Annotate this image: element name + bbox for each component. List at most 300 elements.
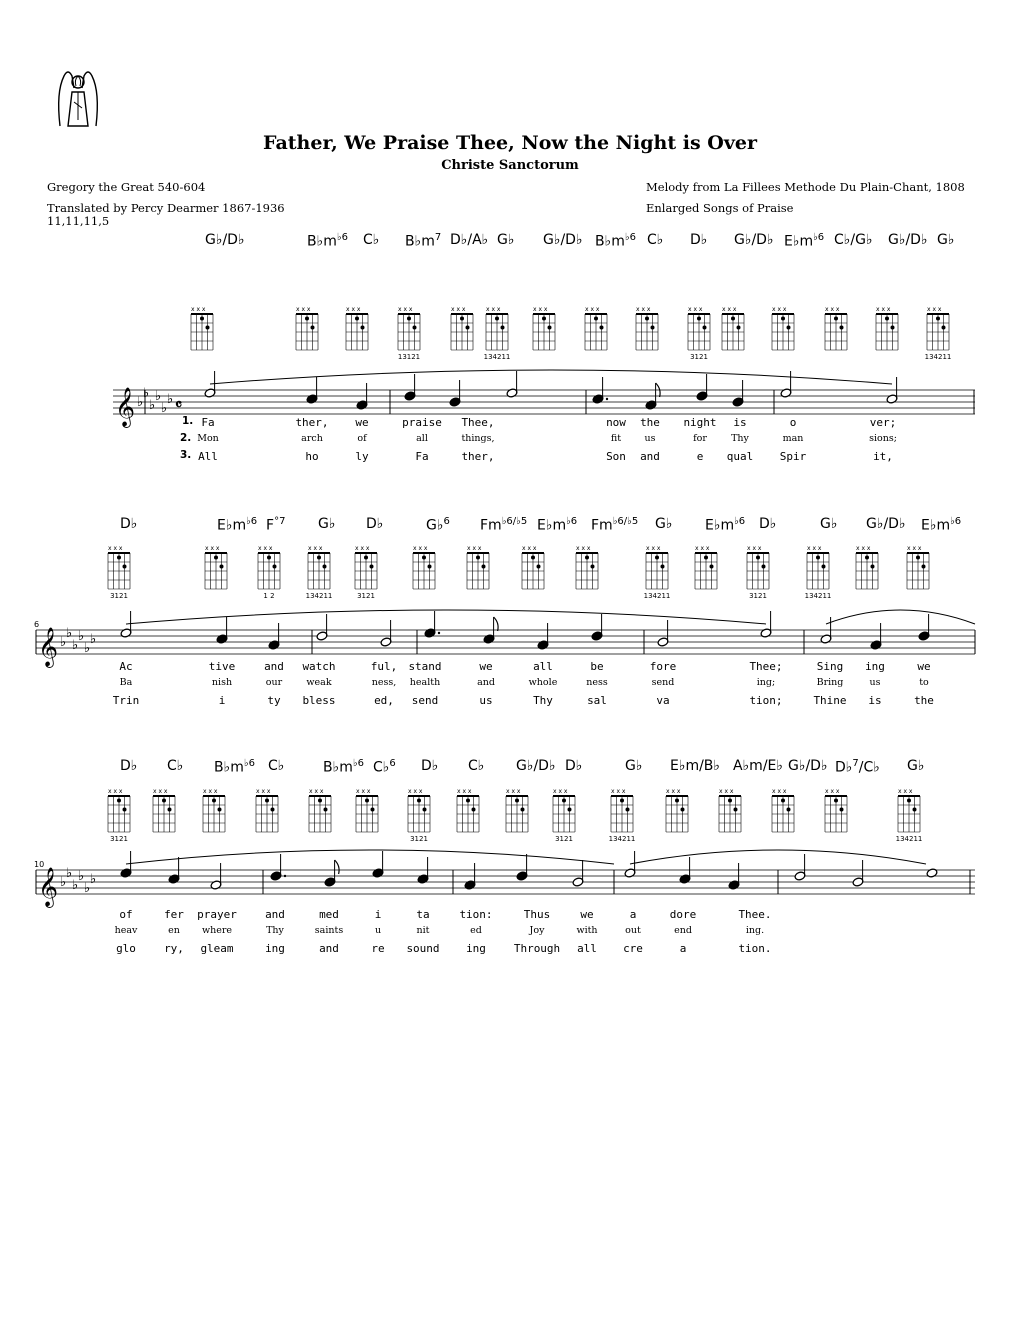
- svg-text:x x x: x x x: [108, 788, 123, 795]
- key-flat-icon: ♭: [143, 386, 150, 401]
- lyric-syllable: Spir: [779, 450, 807, 463]
- lyric-syllable: where: [201, 925, 233, 936]
- chord-symbol: $Fm^{♭6/♭5}$: [480, 516, 528, 534]
- chord-diagram: [722, 306, 744, 350]
- lyric-syllable: Thus: [523, 908, 551, 921]
- svg-text:x x x: x x x: [258, 545, 273, 552]
- lyric-syllable: end: [674, 925, 692, 936]
- chord-symbol: G♭/D♭: [888, 232, 928, 248]
- lyric-syllable: e: [696, 450, 704, 463]
- note: [404, 374, 416, 401]
- fingering-label: 134211: [305, 592, 333, 600]
- lyric-syllable: things,: [461, 433, 495, 444]
- chord-diagram: [896, 788, 923, 843]
- lyric-syllable: ly: [355, 450, 369, 463]
- lyric-syllable: ing: [265, 942, 285, 955]
- lyric-syllable: Mon: [197, 433, 219, 444]
- svg-text:x x x: x x x: [611, 788, 626, 795]
- lyric-syllable: we: [355, 416, 369, 429]
- measure-number: 6: [34, 620, 40, 629]
- lyric-syllable: all: [416, 433, 428, 444]
- measure-number: 10: [34, 860, 45, 869]
- chord-symbol: D♭: [690, 232, 708, 248]
- lyric-syllable: is: [868, 694, 882, 707]
- fingering-label: 3121: [110, 592, 128, 600]
- svg-text:x x x: x x x: [585, 306, 600, 313]
- key-flat-icon: ♭: [60, 635, 67, 650]
- note: [324, 860, 339, 887]
- slur: [826, 610, 975, 624]
- note: [356, 383, 368, 410]
- chord-symbol: C♭$^6$: [373, 758, 396, 776]
- chord-diagram: [191, 306, 213, 350]
- lyric-syllable: stand: [408, 660, 442, 673]
- note: [679, 857, 691, 884]
- lyric-syllable: ness: [586, 677, 608, 688]
- chord-symbol: G♭: [318, 516, 336, 532]
- lyric-syllable: Thee.: [738, 908, 772, 921]
- lyric-syllable: ing;: [756, 677, 776, 688]
- lyric-syllable: Trin: [112, 694, 140, 707]
- note: [918, 614, 930, 641]
- note: [926, 868, 938, 878]
- fingering-label: 3121: [749, 592, 767, 600]
- chord-symbol: $E♭m^{♭6}$: [784, 232, 825, 250]
- chord-diagram: [522, 545, 544, 589]
- chord-diagram: [467, 545, 489, 589]
- svg-text:x x x: x x x: [825, 306, 840, 313]
- chord-symbol: G♭/D♭: [866, 516, 906, 532]
- lyric-syllable: ed: [470, 925, 482, 936]
- chord-symbol: $B♭m^{♭6}$: [307, 232, 348, 250]
- chord-diagram: [533, 306, 555, 350]
- chord-symbol: G♭/D♭: [788, 758, 828, 774]
- chord-symbol: G♭/D♭: [734, 232, 774, 248]
- svg-text:x x x: x x x: [898, 788, 913, 795]
- lyric-syllable: the: [640, 416, 660, 429]
- note: [168, 857, 180, 884]
- chord-symbol: C♭: [167, 758, 184, 774]
- chord-diagram: [876, 306, 898, 350]
- svg-text:x x x: x x x: [688, 306, 703, 313]
- chord-diagram: [609, 788, 636, 843]
- lyric-syllable: ing: [466, 942, 486, 955]
- slur: [630, 850, 926, 864]
- meter: 11,11,11,5: [47, 214, 110, 228]
- chord-diagram: [644, 545, 671, 600]
- lyric-syllable: Son: [606, 450, 626, 463]
- svg-text:x x x: x x x: [355, 545, 370, 552]
- translator-credit: Translated by Percy Dearmer 1867-1936: [47, 201, 285, 215]
- svg-text:x x x: x x x: [927, 306, 942, 313]
- svg-text:x x x: x x x: [636, 306, 651, 313]
- chord-diagram: [108, 545, 130, 600]
- chord-symbol: C♭: [468, 758, 485, 774]
- chord-diagram: [747, 545, 769, 600]
- chord-diagram: [203, 788, 225, 832]
- lyric-syllable: sions;: [869, 433, 897, 444]
- svg-text:x x x: x x x: [666, 788, 681, 795]
- note: [464, 863, 476, 890]
- lyric-syllable: dore: [669, 908, 697, 921]
- verse-number: 2.: [180, 432, 192, 444]
- chord-symbol: $B♭m^{♭6}$: [214, 758, 255, 776]
- note: [268, 623, 280, 650]
- chord-symbol: D♭: [366, 516, 384, 532]
- note: [210, 863, 222, 890]
- chord-diagram: [256, 788, 278, 832]
- lyric-syllable: ta: [416, 908, 430, 921]
- chord-symbol: D♭/A♭: [450, 232, 489, 248]
- chord-symbol: A♭m/E♭: [733, 758, 783, 774]
- lyric-syllable: med: [319, 908, 339, 921]
- treble-clef-icon: 𝄞: [38, 627, 59, 667]
- chord-diagram: [408, 788, 430, 843]
- chord-symbol: G♭: [907, 758, 925, 774]
- lyric-syllable: ry,: [164, 942, 184, 955]
- lyric-syllable: cre: [623, 942, 643, 955]
- chord-symbol: $E♭m^{♭6}$: [217, 516, 258, 534]
- svg-text:x x x: x x x: [807, 545, 822, 552]
- svg-text:x x x: x x x: [907, 545, 922, 552]
- svg-text:x x x: x x x: [825, 788, 840, 795]
- lyric-syllable: with: [576, 925, 598, 936]
- svg-text:x x x: x x x: [467, 545, 482, 552]
- fingering-label: 134211: [804, 592, 832, 600]
- chord-diagram: [258, 545, 280, 600]
- key-flat-icon: ♭: [72, 878, 79, 893]
- chord-diagram: [856, 545, 878, 589]
- lyric-syllable: us: [479, 694, 493, 707]
- svg-text:x x x: x x x: [309, 788, 324, 795]
- note: [424, 611, 440, 638]
- note: [852, 860, 864, 887]
- chord-symbol: G♭: [937, 232, 955, 248]
- lyric-syllable: we: [479, 660, 493, 673]
- chord-diagram: [925, 306, 952, 361]
- svg-text:x x x: x x x: [772, 306, 787, 313]
- key-flat-icon: ♭: [60, 875, 67, 890]
- key-flat-icon: ♭: [72, 638, 79, 653]
- note: [645, 383, 660, 410]
- lyric-syllable: and: [319, 942, 339, 955]
- chord-diagram: [398, 306, 420, 361]
- chord-symbol: $Fm^{♭6/♭5}$: [591, 516, 639, 534]
- note: [372, 851, 384, 878]
- chord-symbol: G♭/D♭: [516, 758, 556, 774]
- svg-text:x x x: x x x: [553, 788, 568, 795]
- chord-symbol: D♭: [759, 516, 777, 532]
- lyric-syllable: send: [411, 694, 439, 707]
- key-flat-icon: ♭: [167, 392, 174, 407]
- lyric-syllable: Thy: [266, 925, 284, 936]
- lyric-syllable: gleam: [200, 942, 234, 955]
- hymn-title: Father, We Praise Thee, Now the Night is Over: [263, 132, 757, 154]
- svg-text:x x x: x x x: [346, 306, 361, 313]
- lyric-syllable: bless: [302, 694, 336, 707]
- lyric-syllable: it,: [873, 450, 893, 463]
- lyric-syllable: now: [606, 416, 626, 429]
- chord-symbol: G♭: [497, 232, 515, 248]
- svg-text:x x x: x x x: [256, 788, 271, 795]
- lyric-syllable: fit: [610, 433, 622, 444]
- chord-symbol: C♭: [363, 232, 380, 248]
- slur: [126, 850, 614, 864]
- lyric-syllable: our: [265, 677, 283, 688]
- note: [270, 854, 286, 881]
- chord-diagram: [309, 788, 331, 832]
- chord-symbol: $B♭m^7$: [405, 232, 442, 250]
- lyric-syllable: a: [629, 908, 637, 921]
- note: [417, 857, 429, 884]
- fingering-label: 1 2: [263, 592, 275, 600]
- note: [592, 377, 608, 404]
- lyric-syllable: Ac: [119, 660, 133, 673]
- chord-diagram: [457, 788, 479, 832]
- chord-diagram: [355, 545, 377, 600]
- lyric-syllable: of: [119, 908, 133, 921]
- note: [316, 614, 328, 641]
- treble-clef-icon: 𝄞: [115, 387, 136, 427]
- lyric-syllable: re: [371, 942, 385, 955]
- note: [657, 620, 669, 647]
- chord-symbol: G♭: [625, 758, 643, 774]
- chord-symbol: D♭: [565, 758, 583, 774]
- lyric-syllable: we: [917, 660, 931, 673]
- lyric-syllable: en: [168, 925, 180, 936]
- lyric-syllable: sal: [587, 694, 607, 707]
- lyric-syllable: u: [374, 925, 382, 936]
- lyric-syllable: i: [374, 908, 382, 921]
- fingering-label: 134211: [643, 592, 671, 600]
- fingering-label: 134211: [895, 835, 923, 843]
- verse-number: 1.: [182, 415, 194, 427]
- svg-text:x x x: x x x: [533, 306, 548, 313]
- key-flat-icon: ♭: [84, 881, 91, 896]
- note: [780, 371, 792, 398]
- lyric-syllable: Thee;: [749, 660, 783, 673]
- svg-text:x x x: x x x: [646, 545, 661, 552]
- key-flat-icon: ♭: [161, 401, 168, 416]
- fingering-label: 134211: [483, 353, 511, 361]
- lyric-syllable: tive: [208, 660, 236, 673]
- lyric-syllable: for: [693, 433, 707, 444]
- chord-diagram: [413, 545, 435, 589]
- svg-text:x x x: x x x: [576, 545, 591, 552]
- chord-symbol: $E♭m^{♭6}$: [537, 516, 578, 534]
- svg-text:x x x: x x x: [876, 306, 891, 313]
- lyric-syllable: all: [533, 660, 553, 673]
- lyric-syllable: ed,: [374, 694, 394, 707]
- author-credit: Gregory the Great 540-604: [47, 180, 206, 194]
- lyric-syllable: us: [644, 433, 656, 444]
- lyric-syllable: saints: [314, 925, 344, 936]
- fingering-label: 13121: [397, 353, 421, 361]
- note: [516, 854, 528, 881]
- note: [696, 374, 708, 401]
- collection-source: Enlarged Songs of Praise: [646, 201, 794, 215]
- svg-text:x x x: x x x: [522, 545, 537, 552]
- lyric-syllable: Fa: [415, 450, 429, 463]
- common-time-icon: 𝄴: [175, 395, 183, 414]
- lyric-syllable: prayer: [197, 908, 237, 921]
- chord-diagram: [205, 545, 227, 589]
- svg-text:x x x: x x x: [205, 545, 220, 552]
- key-flat-icon: ♭: [66, 626, 73, 641]
- key-flat-icon: ♭: [90, 872, 97, 887]
- lyric-syllable: o: [789, 416, 797, 429]
- svg-text:x x x: x x x: [772, 788, 787, 795]
- chord-symbol: E♭m/B♭: [670, 758, 721, 774]
- chord-symbol: G♭: [820, 516, 838, 532]
- lyric-syllable: i: [218, 694, 226, 707]
- svg-text:x x x: x x x: [486, 306, 501, 313]
- lyric-syllable: send: [651, 677, 675, 688]
- svg-text:x x x: x x x: [398, 306, 413, 313]
- lyric-syllable: tion:: [459, 908, 493, 921]
- chord-diagram: [296, 306, 318, 350]
- chord-symbol: $E♭m^{♭6}$: [921, 516, 962, 534]
- note: [728, 863, 740, 890]
- lyric-syllable: out: [625, 925, 641, 936]
- note: [449, 380, 461, 407]
- note: [306, 377, 318, 404]
- lyric-syllable: ther,: [461, 450, 495, 463]
- lyric-syllable: Fa: [201, 416, 215, 429]
- chord-symbol: C♭/G♭: [834, 232, 873, 248]
- svg-text:x x x: x x x: [451, 306, 466, 313]
- lyric-syllable: Joy: [529, 925, 545, 936]
- chord-diagram: [688, 306, 710, 361]
- lyric-syllable: Through: [513, 942, 561, 955]
- lyric-syllable: to: [919, 677, 929, 688]
- svg-text:x x x: x x x: [308, 545, 323, 552]
- lyric-syllable: tion;: [749, 694, 783, 707]
- note: [870, 623, 882, 650]
- chord-symbol: $E♭m^{♭6}$: [705, 516, 746, 534]
- slur: [126, 610, 766, 624]
- lyric-syllable: weak: [306, 677, 332, 688]
- lyric-syllable: nit: [416, 925, 430, 936]
- lyric-syllable: glo: [116, 942, 136, 955]
- lyric-syllable: All: [198, 450, 218, 463]
- key-flat-icon: ♭: [149, 398, 156, 413]
- lyric-syllable: ho: [305, 450, 319, 463]
- note: [483, 617, 498, 644]
- lyric-syllable: of: [357, 433, 367, 444]
- lyric-syllable: night: [683, 416, 717, 429]
- svg-text:x x x: x x x: [695, 545, 710, 552]
- note: [624, 851, 636, 878]
- lyric-syllable: all: [577, 942, 597, 955]
- chord-symbol: G♭/D♭: [543, 232, 583, 248]
- svg-text:x x x: x x x: [108, 545, 123, 552]
- chord-symbol: $B♭m^{♭6}$: [595, 232, 636, 250]
- svg-text:x x x: x x x: [413, 545, 428, 552]
- note: [537, 623, 549, 650]
- chord-diagram: [636, 306, 658, 350]
- chord-symbol: D♭: [120, 516, 138, 532]
- lyric-syllable: ful,: [370, 660, 398, 673]
- fingering-label: 3121: [110, 835, 128, 843]
- chord-diagram: [356, 788, 378, 832]
- chord-diagram: [576, 545, 598, 589]
- lyric-syllable: and: [264, 660, 284, 673]
- lyric-syllable: whole: [528, 677, 558, 688]
- lyric-syllable: a: [679, 942, 687, 955]
- note: [591, 614, 603, 641]
- chord-symbol: D♭: [120, 758, 138, 774]
- chord-symbol: C♭: [647, 232, 664, 248]
- svg-text:x x x: x x x: [856, 545, 871, 552]
- key-flat-icon: ♭: [78, 629, 85, 644]
- chord-diagram: [825, 788, 847, 832]
- note: [820, 617, 832, 644]
- key-flat-icon: ♭: [90, 632, 97, 647]
- lyric-syllable: Thine: [813, 694, 847, 707]
- chord-diagram: [719, 788, 741, 832]
- lyric-syllable: sound: [406, 942, 440, 955]
- lyric-syllable: we: [580, 908, 594, 921]
- lyric-syllable: ty: [267, 694, 281, 707]
- lyric-syllable: ing: [865, 660, 885, 673]
- note: [572, 860, 584, 887]
- lyric-syllable: Sing: [816, 660, 844, 673]
- chord-diagram: [825, 306, 847, 350]
- lyric-syllable: Thee,: [461, 416, 495, 429]
- chord-diagram: [907, 545, 929, 589]
- lyric-syllable: and: [477, 677, 495, 688]
- lyric-syllable: qual: [726, 450, 754, 463]
- chord-diagram: [153, 788, 175, 832]
- chord-diagram: [585, 306, 607, 350]
- note: [216, 617, 228, 644]
- lyric-syllable: Bring: [816, 677, 844, 688]
- svg-text:x x x: x x x: [719, 788, 734, 795]
- lyric-syllable: praise: [402, 416, 442, 429]
- fingering-label: 3121: [555, 835, 573, 843]
- chord-symbol: D♭$^7$/C♭: [835, 758, 880, 776]
- lyric-syllable: and: [265, 908, 285, 921]
- lyric-syllable: tion.: [738, 942, 772, 955]
- lyric-syllable: fer: [164, 908, 184, 921]
- chord-symbol: G♭: [655, 516, 673, 532]
- note: [732, 380, 744, 407]
- lyric-syllable: watch: [302, 660, 336, 673]
- lyric-syllable: ing.: [745, 925, 765, 936]
- note: [380, 620, 392, 647]
- verse-number: 3.: [180, 449, 192, 461]
- key-flat-icon: ♭: [84, 641, 91, 656]
- fingering-label: 3121: [690, 353, 708, 361]
- svg-text:x x x: x x x: [296, 306, 311, 313]
- svg-text:x x x: x x x: [203, 788, 218, 795]
- svg-text:x x x: x x x: [457, 788, 472, 795]
- chord-diagram: [805, 545, 832, 600]
- chord-diagram: [695, 545, 717, 589]
- tune-name: Christe Sanctorum: [441, 158, 579, 173]
- fingering-label: 3121: [410, 835, 428, 843]
- chord-diagram: [346, 306, 368, 350]
- note: [506, 371, 518, 398]
- svg-text:x x x: x x x: [356, 788, 371, 795]
- lyric-syllable: is: [733, 416, 747, 429]
- melody-source: Melody from La Fillees Methode Du Plain-Chant, 1808: [646, 180, 965, 194]
- key-flat-icon: ♭: [78, 869, 85, 884]
- chord-diagram: [666, 788, 688, 832]
- chord-diagram: [451, 306, 473, 350]
- lyric-syllable: arch: [301, 433, 323, 444]
